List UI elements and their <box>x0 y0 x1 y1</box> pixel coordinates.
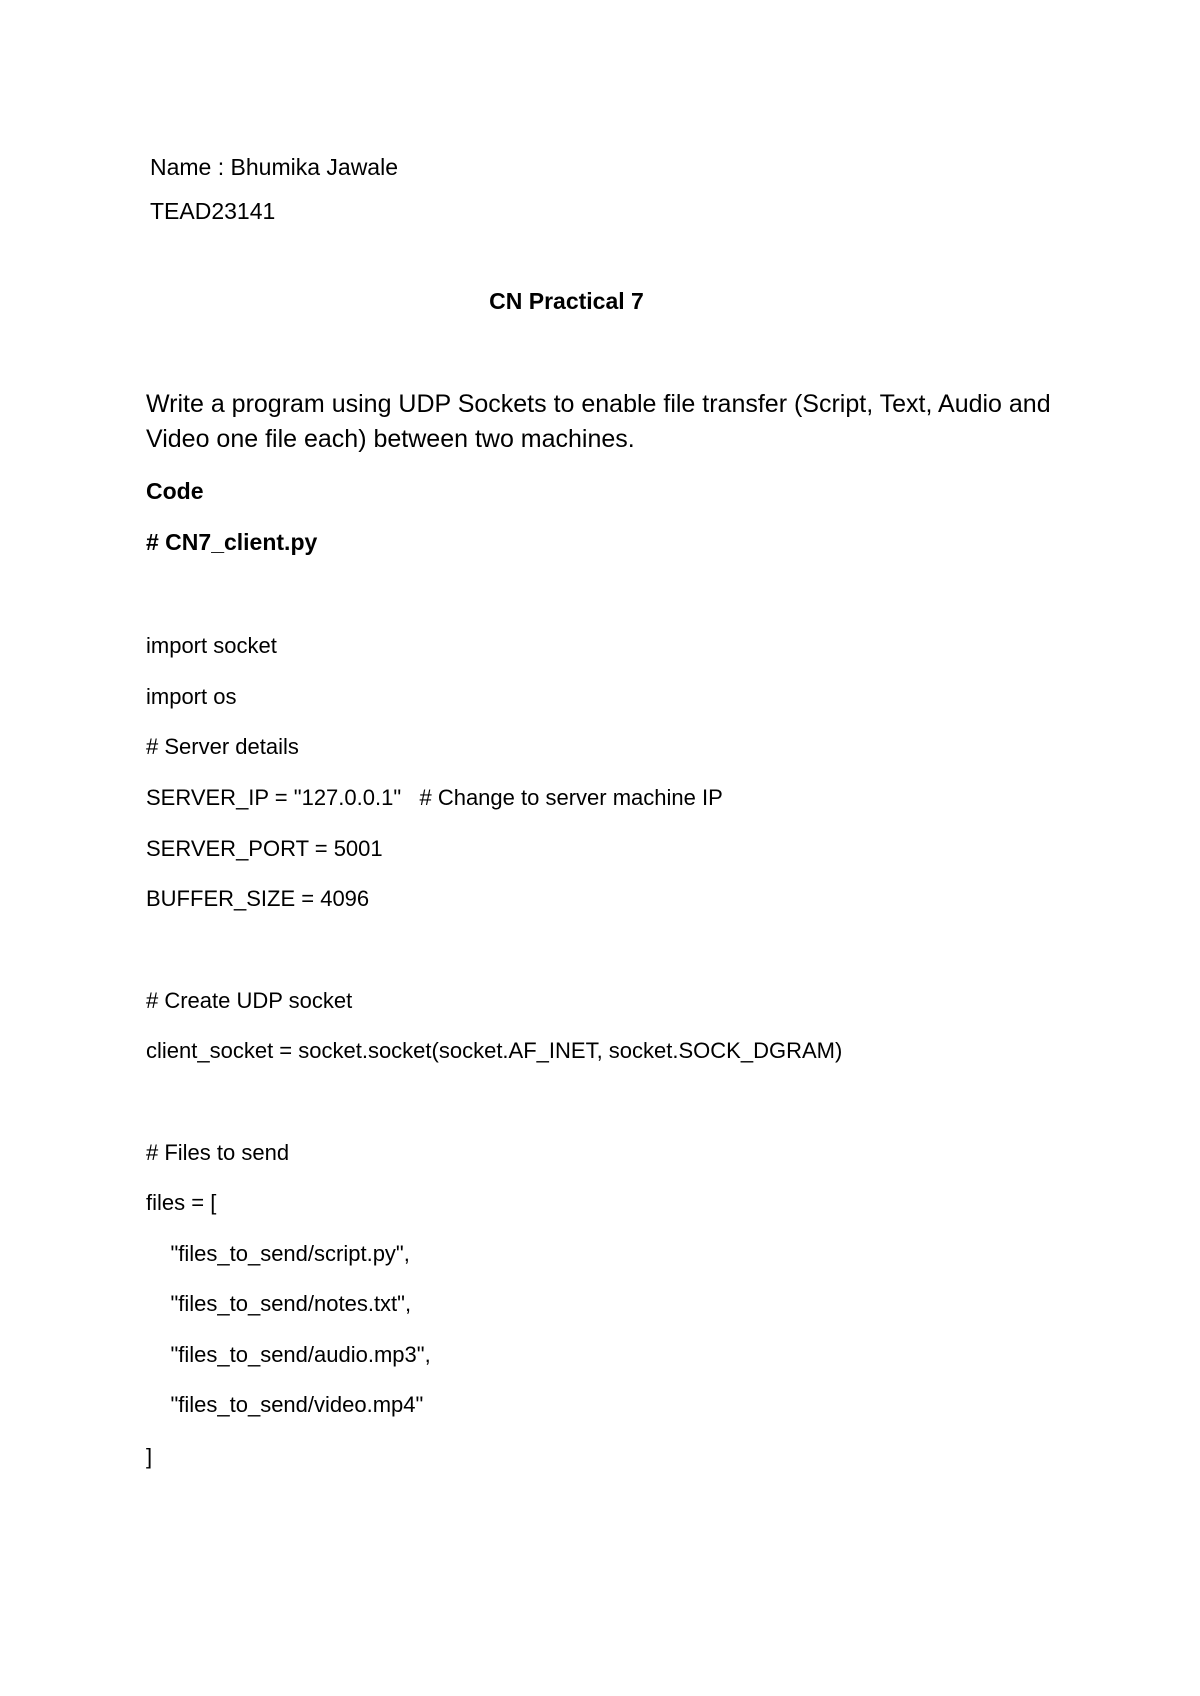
code-line: ] <box>146 1444 153 1469</box>
code-line: import socket <box>146 633 277 658</box>
code-line: BUFFER_SIZE = 4096 <box>146 886 370 911</box>
code-line: client_socket = socket.socket(socket.AF_INET, socket.SOCK_DGRAM) <box>146 1038 843 1063</box>
code-line: "files_to_send/audio.mp3", <box>146 1342 431 1367</box>
code-line: "files_to_send/script.py", <box>146 1241 410 1266</box>
code-line: SERVER_PORT = 5001 <box>146 836 383 861</box>
code-heading: Code <box>146 478 204 504</box>
code-line: # Server details <box>146 734 299 759</box>
code-line: # Files to send <box>146 1140 290 1165</box>
code-line: "files_to_send/notes.txt", <box>146 1291 412 1316</box>
code-line: import os <box>146 684 237 709</box>
student-roll-number: TEAD23141 <box>150 198 276 224</box>
page-title: CN Practical 7 <box>489 288 644 314</box>
code-line: files = [ <box>146 1190 217 1215</box>
code-line: "files_to_send/video.mp4" <box>146 1392 424 1417</box>
task-statement: Write a program using UDP Sockets to enable file transfer (Script, Text, Audio and Video one file each) between two machines. <box>146 390 1051 453</box>
student-name: Name : Bhumika Jawale <box>150 154 398 180</box>
code-line: SERVER_IP = "127.0.0.1" # Change to server machine IP <box>146 785 723 810</box>
code-line: # Create UDP socket <box>146 988 353 1013</box>
file-heading: # CN7_client.py <box>146 529 318 555</box>
